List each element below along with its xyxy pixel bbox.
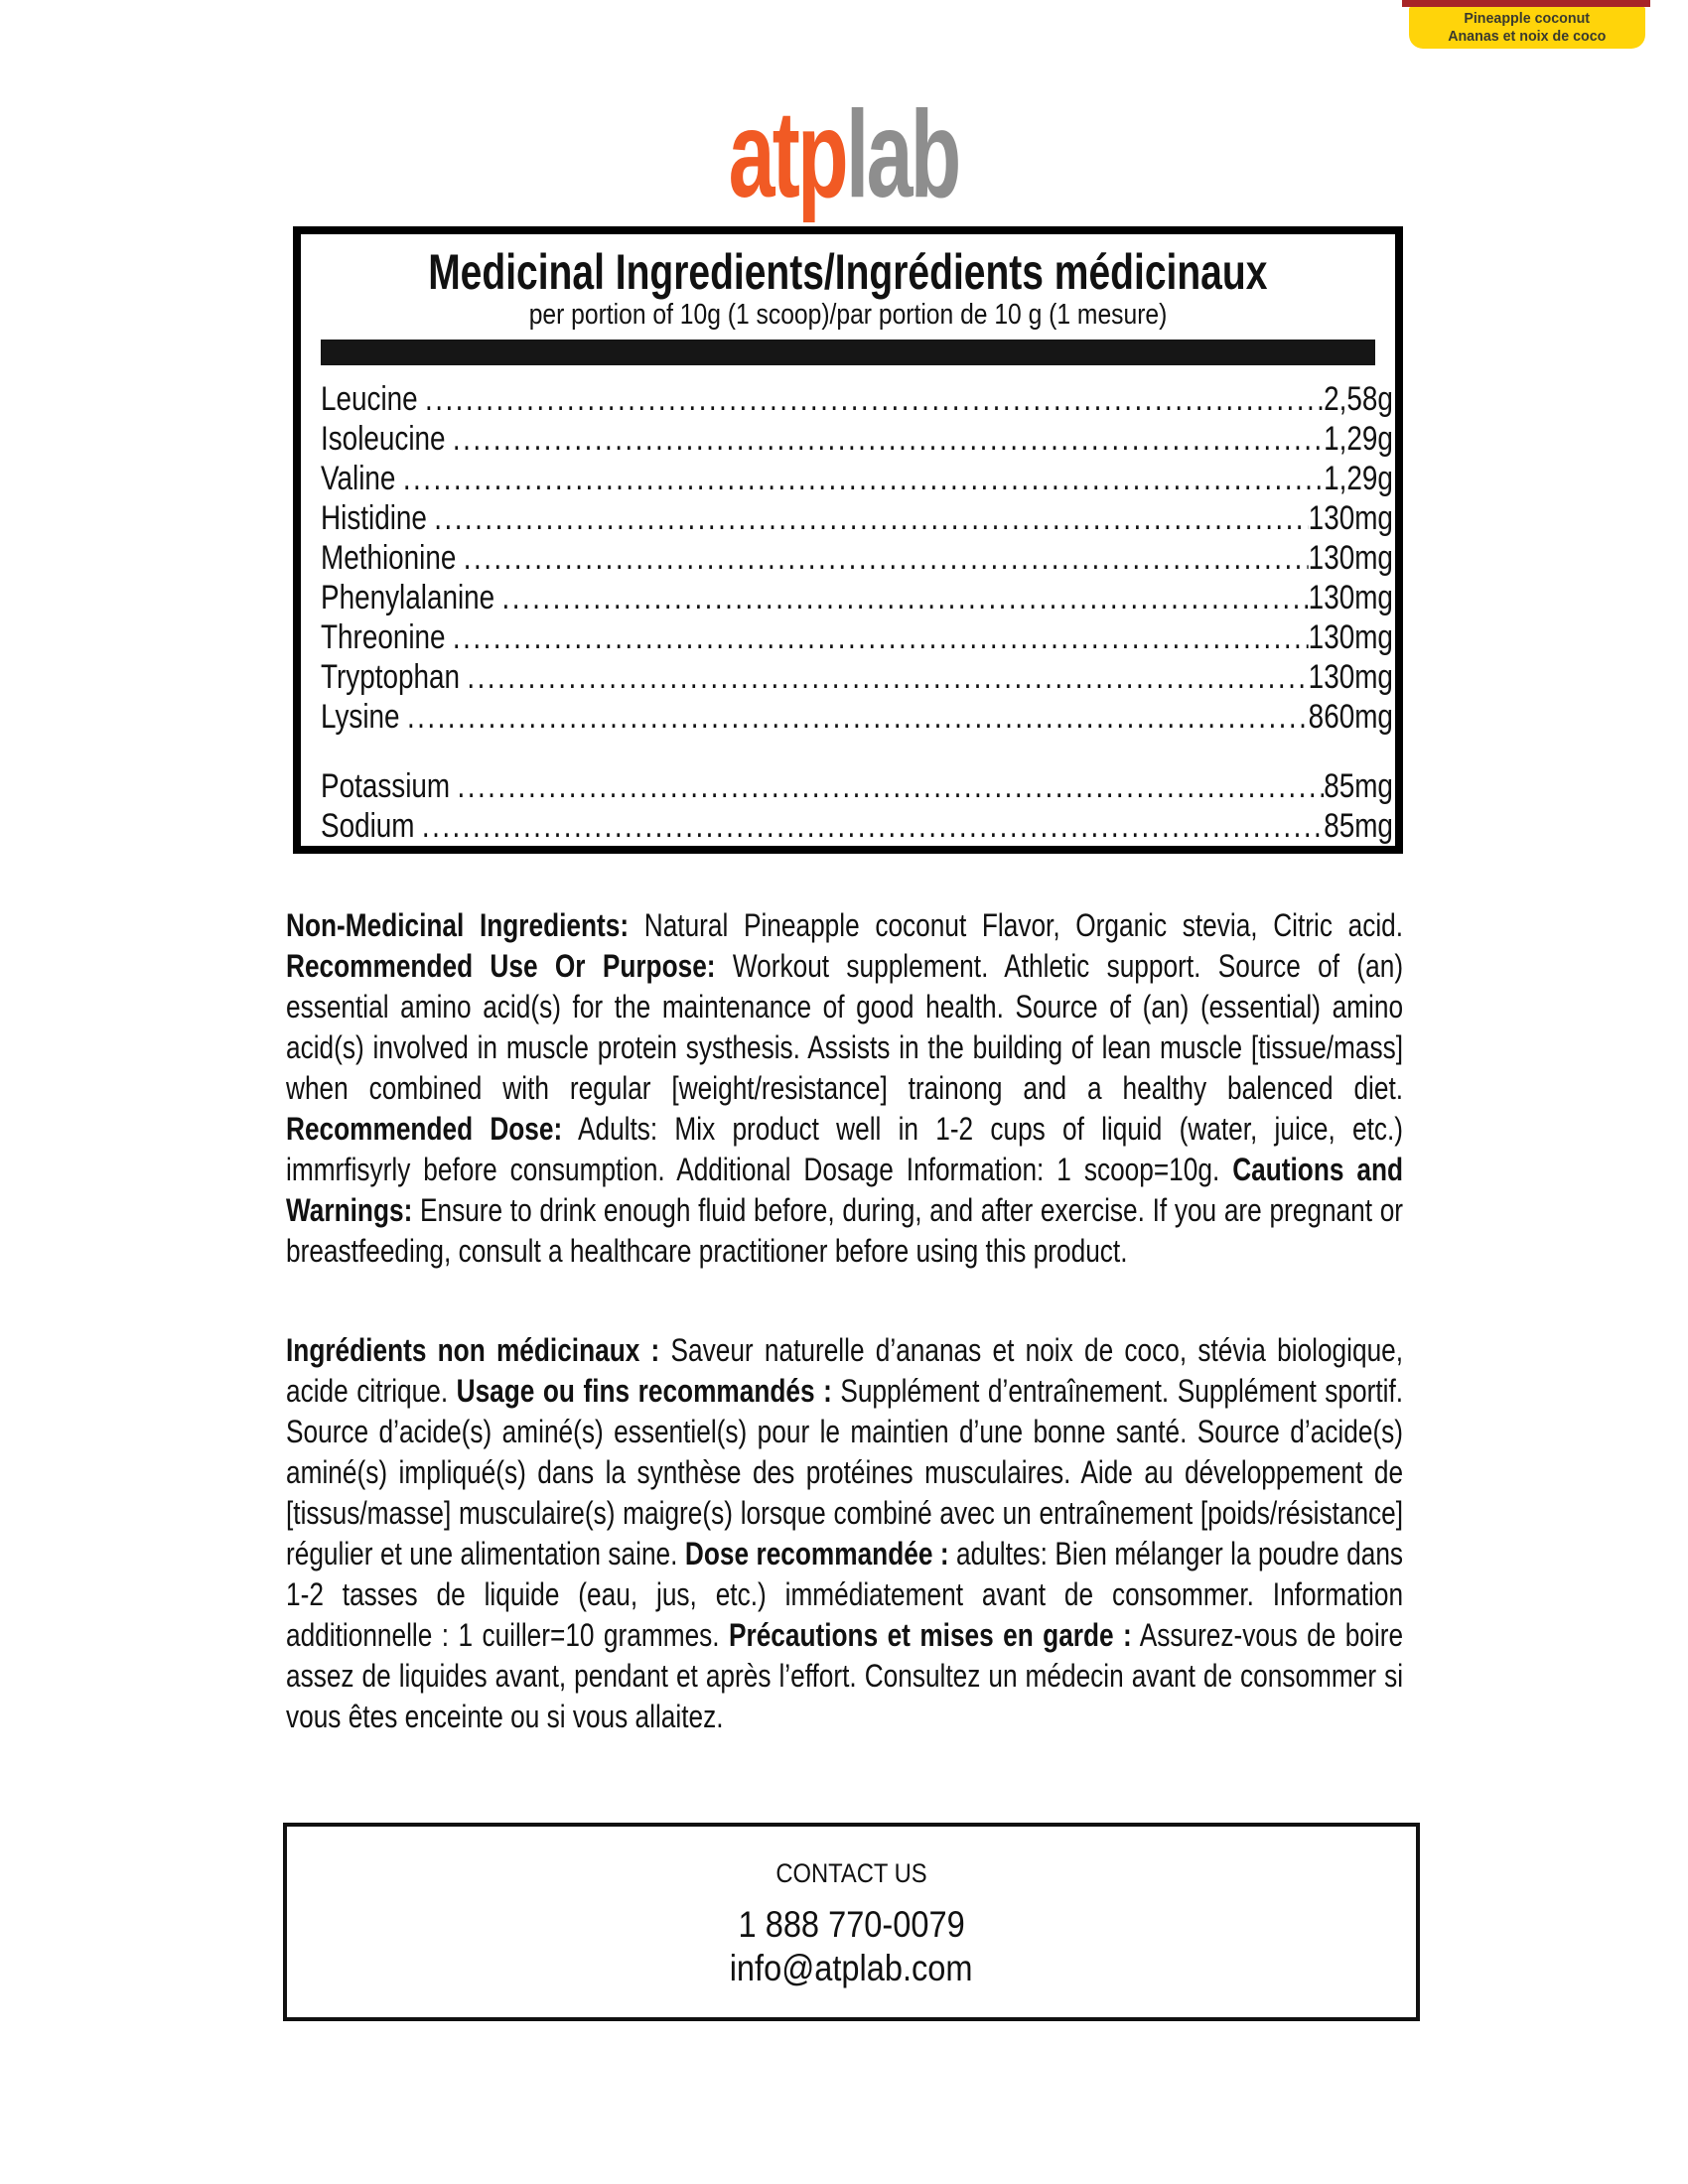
ingredient-name: Methionine (321, 539, 457, 577)
ingredient-row (321, 538, 1393, 578)
mineral-list (321, 766, 1393, 846)
red-accent-strip (1402, 0, 1650, 7)
ingredient-value: 130mg (1308, 499, 1393, 537)
ingredient-name: Phenylalanine (321, 579, 495, 616)
ingredient-name: Threonine (321, 618, 446, 656)
dot-leader (418, 379, 1324, 419)
ingredient-row (321, 578, 1393, 617)
bold-lead-in: Usage ou fins recommandés : (456, 1373, 832, 1409)
ingredient-row (321, 697, 1393, 737)
ingredient-row (321, 459, 1393, 498)
dot-leader (427, 498, 1309, 538)
dot-leader (446, 617, 1309, 657)
amino-acid-list (321, 379, 1393, 737)
ingredient-name: Leucine (321, 380, 418, 418)
ingredient-value: 130mg (1308, 618, 1393, 656)
contact-phone: 1 888 770-0079 (738, 1904, 965, 1945)
ingredient-row (321, 617, 1393, 657)
bold-lead-in: Précautions et mises en garde : (728, 1617, 1132, 1653)
dot-leader (456, 538, 1308, 578)
bold-lead-in: Recommended Dose: (286, 1111, 563, 1147)
ingredient-value: 130mg (1308, 658, 1393, 696)
ingredient-name: Lysine (321, 698, 400, 736)
ingredient-row (321, 419, 1393, 459)
bold-lead-in: Non-Medicinal Ingredients: (286, 907, 630, 943)
logo-atp-text: atp (728, 86, 847, 223)
paragraph-text: Supplément d’entraînement. Supplément sportif. Source d’acide(s) aminé(s) essentiel(s) pour le maintien d’une bonne santé. Source d’acide(s) aminé(s) impliqué(s) dans la synthèse des protéines musculaires. Aide au développement de [tissus/masse] musculaire(s) maigre(s) lorsque combiné avec un entraînement [poids/résistance] régulier et une alimentation saine. (286, 1373, 1404, 1571)
paragraph-text: adultes: Bien mélanger la poudre dans 1-2 tasses de liquide (eau, jus, etc.) immédiatement avant de consommer. Information additionnelle : 1 cuiller=10 grammes. (286, 1536, 1404, 1653)
bold-lead-in: Recommended Use Or Purpose: (286, 948, 716, 984)
paragraph-text: Saveur naturelle d’ananas et noix de coco, stévia biologique, acide citrique. (286, 1332, 1404, 1409)
ingredient-value: 130mg (1308, 539, 1393, 577)
dot-leader (395, 459, 1324, 498)
bold-lead-in: Cautions and Warnings: (286, 1152, 1404, 1228)
panel-subtitle: per portion of 10g (1 scoop)/par portion de 10 g (1 mesure) (528, 299, 1168, 331)
atplab-logo (0, 86, 1688, 223)
panel-title: Medicinal Ingredients/Ingrédients médicinaux (428, 244, 1268, 300)
paragraph-text: Assurez-vous de boire assez de liquides avant, pendant et après l’effort. Consultez un médecin avant de consommer si vous êtes enceinte ou si vous allaitez. (286, 1617, 1404, 1734)
ingredient-row (321, 806, 1393, 846)
ingredient-row (321, 766, 1393, 806)
divider-bar (321, 340, 1375, 365)
dot-leader (494, 578, 1309, 617)
dot-leader (400, 697, 1309, 737)
ingredient-value: 1,29g (1324, 460, 1393, 497)
ingredient-value: 2,58g (1324, 380, 1393, 418)
contact-email: info@atplab.com (730, 1948, 973, 1988)
ingredient-name: Histidine (321, 499, 427, 537)
ingredient-row (321, 379, 1393, 419)
dot-leader (446, 419, 1325, 459)
contact-box (283, 1823, 1420, 2021)
list-group-gap (321, 737, 1393, 766)
paragraph-text: Adults: Mix product well in 1-2 cups of liquid (water, juice, etc.) immrfisyrly before consumption. Additional Dosage Information: 1 scoop=10g. (286, 1111, 1404, 1187)
english-info-paragraph (286, 905, 1403, 1272)
flavor-badge (1409, 7, 1645, 49)
ingredient-row (321, 657, 1393, 697)
ingredient-name: Valine (321, 460, 396, 497)
flavor-name-fr: Ananas et noix de coco (1448, 28, 1607, 45)
paragraph-text: Workout supplement. Athletic support. Source of (an) essential amino acid(s) for the maintenance of good health. Source of (an) (essential) amino acid(s) involved in muscle protein systhesis. Assists in the building of lean muscle [tissue/mass] when combined with regular [weight/resistance] trainong and a healthy balenced diet. (286, 948, 1404, 1106)
ingredient-name: Sodium (321, 807, 415, 845)
ingredient-row (321, 498, 1393, 538)
ingredient-name: Potassium (321, 767, 451, 805)
dot-leader (460, 657, 1309, 697)
ingredient-value: 860mg (1308, 698, 1393, 736)
paragraph-text: Ensure to drink enough fluid before, during, and after exercise. If you are pregnant or breastfeeding, consult a healthcare practitioner before using this product. (286, 1192, 1404, 1269)
french-info-paragraph (286, 1330, 1403, 1737)
ingredient-value: 1,29g (1324, 420, 1393, 458)
ingredient-value: 85mg (1324, 767, 1393, 805)
contact-heading: CONTACT US (775, 1858, 927, 1888)
dot-leader (415, 806, 1325, 846)
bold-lead-in: Dose recommandée : (684, 1536, 949, 1571)
dot-leader (450, 766, 1324, 806)
ingredient-name: Tryptophan (321, 658, 461, 696)
paragraph-text: Natural Pineapple coconut Flavor, Organic stevia, Citric acid. (629, 907, 1404, 943)
medicinal-ingredients-panel (293, 226, 1403, 854)
bold-lead-in: Ingrédients non médicinaux : (286, 1332, 660, 1368)
ingredient-name: Isoleucine (321, 420, 446, 458)
ingredient-value: 130mg (1308, 579, 1393, 616)
flavor-name-en: Pineapple coconut (1464, 10, 1591, 27)
ingredient-value: 85mg (1324, 807, 1393, 845)
logo-lab-text: lab (846, 86, 959, 223)
